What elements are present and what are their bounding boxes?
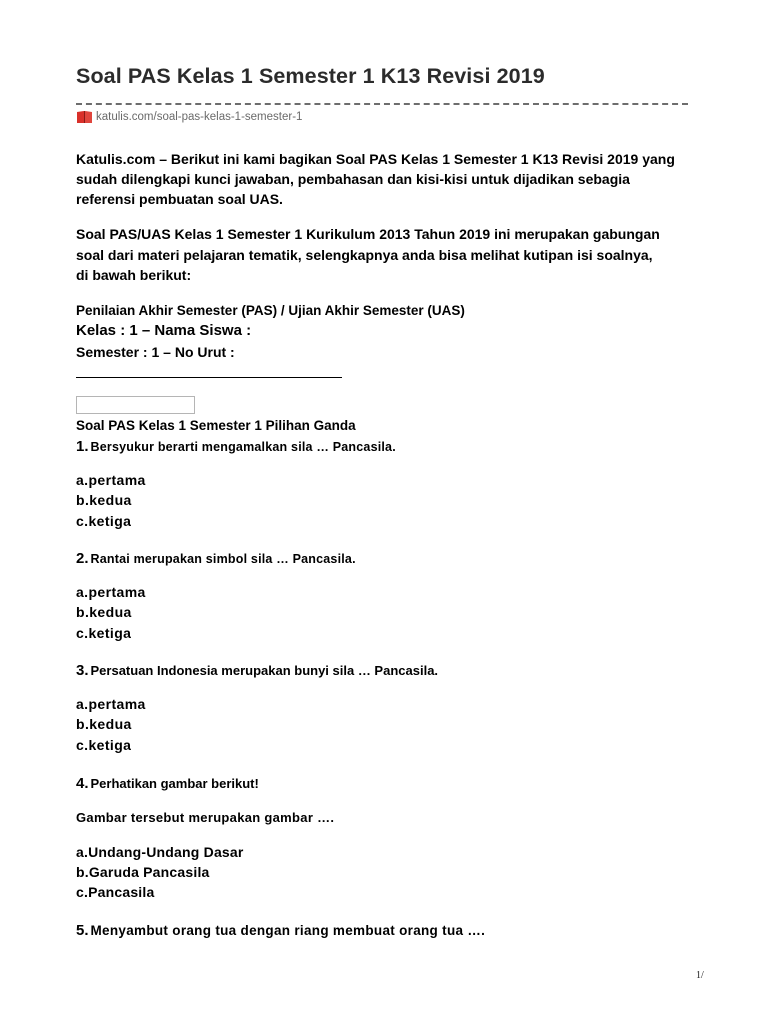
question-text: Persatuan Indonesia merupakan bunyi sila … Pancasila. [90, 663, 439, 678]
question-4-subtext: Gambar tersebut merupakan gambar …. [76, 810, 335, 825]
question-4 [76, 773, 259, 794]
question-number: 4. [76, 775, 89, 792]
question-number: 5. [76, 922, 89, 939]
question-1-option-b: b.kedua [76, 492, 132, 508]
image-placeholder [76, 396, 195, 414]
question-text: Menyambut orang tua dengan riang membuat orang tua …. [90, 923, 486, 938]
question-1-option-c: c.ketiga [76, 513, 132, 529]
title-divider [76, 103, 688, 105]
question-text: Bersyukur berarti mengamalkan sila … Pancasila. [90, 440, 396, 454]
question-3 [76, 660, 438, 681]
section-title: Soal PAS Kelas 1 Semester 1 Pilihan Ganda [76, 418, 356, 433]
page-title: Soal PAS Kelas 1 Semester 1 K13 Revisi 2019 [76, 64, 545, 88]
exam-header-class: Kelas : 1 – Nama Siswa : [76, 322, 252, 339]
exam-header-title: Penilaian Akhir Semester (PAS) / Ujian Akhir Semester (UAS) [76, 303, 465, 318]
question-3-option-a: a.pertama [76, 696, 146, 712]
exam-header-semester: Semester : 1 – No Urut : [76, 344, 235, 360]
question-2-option-c: c.ketiga [76, 625, 132, 641]
question-number: 1. [76, 438, 89, 455]
question-4-option-c: c.Pancasila [76, 884, 155, 900]
intro-p2-line1: Soal PAS/UAS Kelas 1 Semester 1 Kurikulum 2013 Tahun 2019 ini merupakan gabungan [76, 226, 660, 242]
question-4-option-a: a.Undang-Undang Dasar [76, 844, 244, 860]
intro-p1-line1: Katulis.com – Berikut ini kami bagikan Soal PAS Kelas 1 Semester 1 K13 Revisi 2019 yang [76, 151, 675, 167]
question-2 [76, 548, 356, 569]
question-number: 2. [76, 550, 89, 567]
exam-header-rule [76, 377, 342, 378]
question-3-option-c: c.ketiga [76, 737, 132, 753]
question-4-option-b: b.Garuda Pancasila [76, 864, 210, 880]
question-1-option-a: a.pertama [76, 472, 146, 488]
intro-p2-line2: soal dari materi pelajaran tematik, selengkapnya anda bisa melihat kutipan isi soalnya, [76, 247, 653, 263]
intro-p1-line3: referensi pembuatan soal UAS. [76, 191, 283, 207]
page-number: 1/ [696, 970, 704, 981]
source-link[interactable] [76, 110, 302, 124]
question-2-option-b: b.kedua [76, 604, 132, 620]
question-text: Rantai merupakan simbol sila … Pancasila. [90, 552, 356, 566]
question-number: 3. [76, 662, 89, 679]
question-text: Perhatikan gambar berikut! [90, 776, 259, 791]
question-1 [76, 436, 396, 457]
book-icon [76, 110, 93, 124]
intro-p2-line3: di bawah berikut: [76, 267, 192, 283]
question-5 [76, 920, 485, 941]
intro-p1-line2: sudah dilengkapi kunci jawaban, pembahasan dan kisi-kisi untuk dijadikan sebagia [76, 171, 630, 187]
question-3-option-b: b.kedua [76, 716, 132, 732]
question-2-option-a: a.pertama [76, 584, 146, 600]
source-url[interactable]: katulis.com/soal-pas-kelas-1-semester-1 [96, 111, 303, 123]
